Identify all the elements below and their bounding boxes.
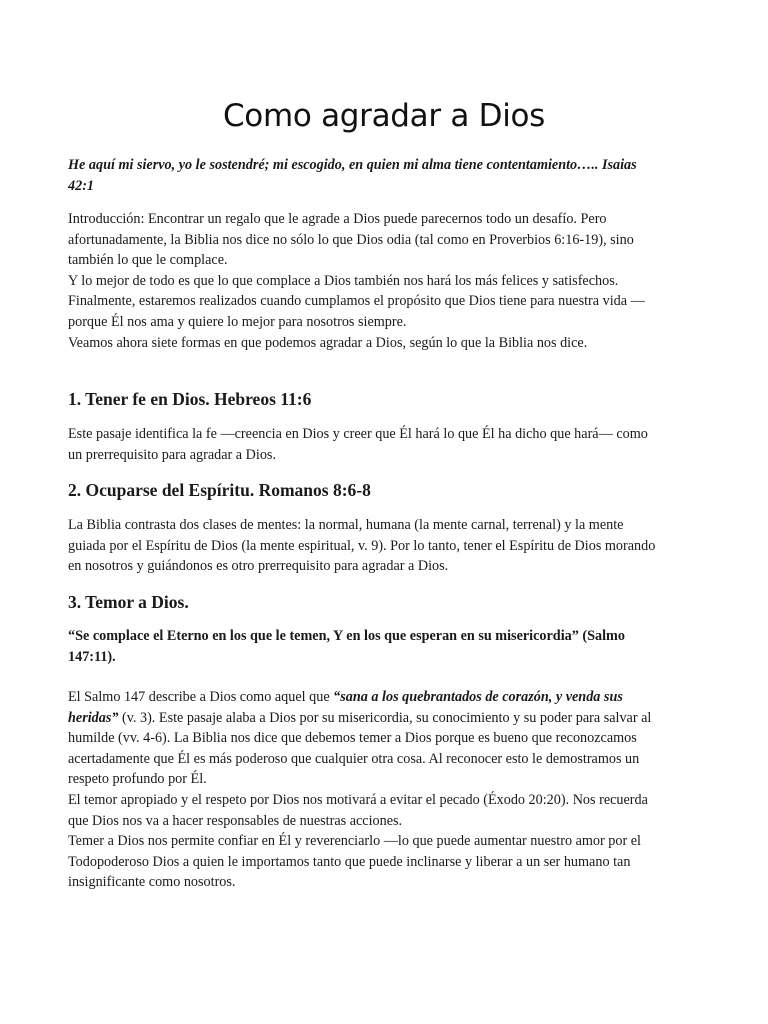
paragraph-line: un prerrequisito para agradar a Dios. — [68, 446, 276, 463]
quote-line: 147:11). — [68, 649, 116, 665]
paragraph-line: La Biblia contrasta dos clases de mentes: la normal, humana (la mente carnal, terrenal) y la mente — [68, 517, 624, 533]
intro-line: afortunadamente, la Biblia nos dice no sólo lo que Dios odia (tal como en Proverbios 6:16-19), sino — [68, 231, 634, 248]
quote-line: “Se complace el Eterno en los que le temen, Y en los que esperan en su misericordia” (Salmo — [68, 628, 625, 644]
emphasized-quote: “sana a los quebrantados de corazón, y venda sus — [333, 689, 623, 705]
epigraph-verse — [68, 155, 704, 197]
paragraph-line: que Dios nos va a hacer responsables de nuestras acciones. — [68, 812, 403, 829]
paragraph-line — [68, 708, 704, 729]
paragraph-line: Todopoderoso Dios a quien le importamos tanto que puede inclinarse y liberar a un ser humano tan — [68, 853, 631, 870]
paragraph-line: insignificante como nosotros. — [68, 874, 236, 891]
psalm-quote — [68, 626, 704, 668]
section-paragraph-3 — [68, 687, 704, 893]
epigraph-line: He aquí mi siervo, yo le sostendré; mi escogido, en quien mi alma tiene contentamiento….. Isaias — [68, 157, 637, 173]
introduction-paragraph — [68, 209, 704, 353]
section-heading-3: 3. Temor a Dios. — [68, 592, 189, 612]
intro-line: Y lo mejor de todo es que lo que complace a Dios también nos hará los más felices y satisfechos. — [68, 272, 619, 289]
section-heading-1: 1. Tener fe en Dios. Hebreos 11:6 — [68, 389, 312, 409]
paragraph-line: Este pasaje identifica la fe —creencia en Dios y creer que Él hará lo que Él ha dicho que hará— como — [68, 426, 648, 442]
paragraph-line: acertadamente que Él es más poderoso que cualquier otra cosa. Al reconocer esto le demostramos un — [68, 750, 640, 767]
section-paragraph-1 — [68, 424, 704, 465]
intro-line: porque Él nos ama y quiere lo mejor para nosotros siempre. — [68, 313, 407, 330]
paragraph-line: El temor apropiado y el respeto por Dios nos motivará a evitar el pecado (Éxodo 20:20). Nos recuerda — [68, 791, 648, 808]
paragraph-line: respeto profundo por Él. — [68, 771, 207, 788]
emphasized-quote: heridas” — [68, 709, 119, 726]
intro-line: también lo que le complace. — [68, 252, 228, 269]
plain-text: (v. 3). Este pasaje alaba a Dios por su misericordia, su conocimiento y su poder para salvar al — [118, 709, 652, 726]
intro-line: Introducción: Encontrar un regalo que le agrade a Dios puede parecernos todo un desafío. Pero — [68, 211, 607, 227]
intro-line: Veamos ahora siete formas en que podemos agradar a Dios, según lo que la Biblia nos dice. — [68, 334, 588, 351]
paragraph-line — [68, 687, 704, 708]
section-paragraph-2 — [68, 515, 704, 577]
paragraph-line: humilde (vv. 4-6). La Biblia nos dice que debemos temer a Dios porque es bueno que reconozcamos — [68, 730, 637, 747]
epigraph-line: 42:1 — [68, 178, 95, 194]
paragraph-line: en nosotros y guiándonos es otro prerrequisito para agradar a Dios. — [68, 558, 449, 575]
paragraph-line: guiada por el Espíritu de Dios (la mente espiritual, v. 9). Por lo tanto, tener el Espíritu de Dios morando — [68, 537, 656, 554]
plain-text: El Salmo 147 describe a Dios como aquel que — [68, 689, 334, 705]
page-title: Como agradar a Dios — [222, 98, 546, 134]
section-heading-2: 2. Ocuparse del Espíritu. Romanos 8:6-8 — [68, 480, 371, 500]
intro-line: Finalmente, estaremos realizados cuando cumplamos el propósito que Dios tiene para nuestra vida — — [68, 293, 645, 310]
paragraph-line: Temer a Dios nos permite confiar en Él y reverenciarlo —lo que puede aumentar nuestro amor por el — [68, 833, 641, 850]
